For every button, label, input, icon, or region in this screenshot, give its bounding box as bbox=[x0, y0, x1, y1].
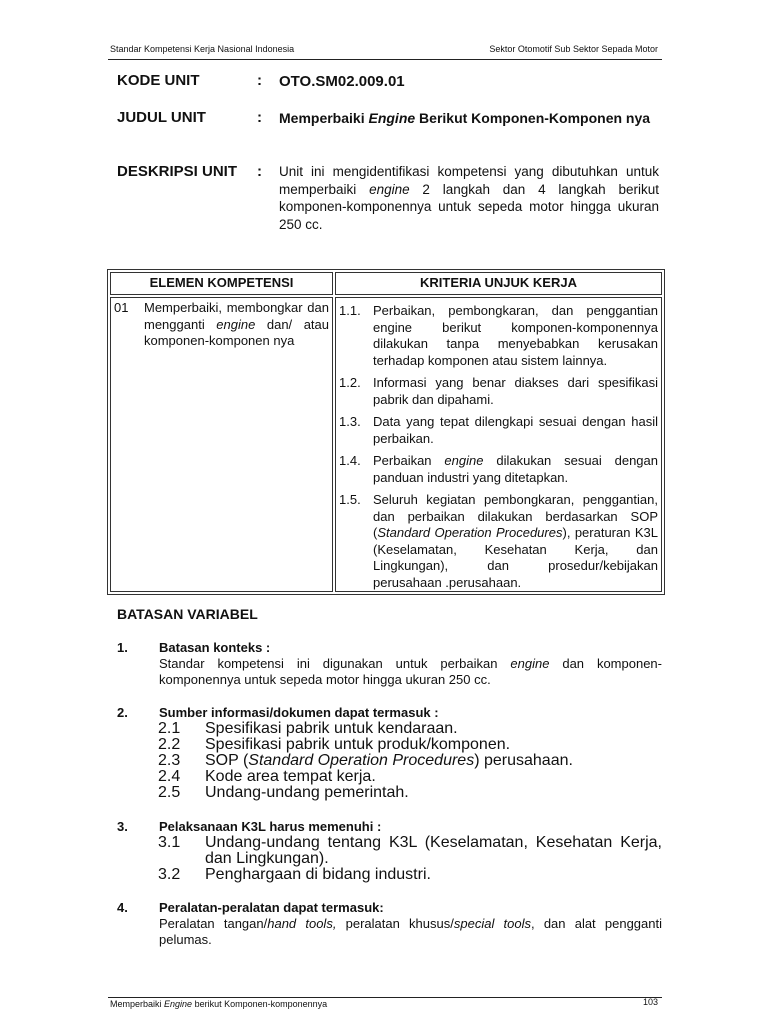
section-text-hand-tools: hand tools, bbox=[267, 916, 337, 931]
list-item-text-a: SOP ( bbox=[205, 752, 249, 769]
judul-unit-text-c: Berikut Komponen-Komponen nya bbox=[415, 110, 651, 126]
list-item-number: 3.1 bbox=[158, 834, 181, 851]
competency-table bbox=[107, 269, 665, 595]
kriteria-item bbox=[339, 375, 658, 408]
list-item bbox=[158, 835, 662, 867]
list-item-text: Spesifikasi pabrik untuk produk/komponen. bbox=[205, 736, 511, 753]
table-header-row bbox=[110, 272, 662, 295]
section-text-a: Peralatan tangan/ bbox=[159, 916, 268, 931]
footer-text-engine: Engine bbox=[164, 999, 193, 1009]
list-item bbox=[158, 867, 662, 883]
kriteria-number: 1.2. bbox=[339, 375, 361, 390]
deskripsi-text-c: 2 langkah dan 4 langkah berikut komponen-komponennya untuk sepeda motor hingga ukuran 250 cc. bbox=[279, 181, 659, 232]
deskripsi-unit-colon: : bbox=[257, 163, 262, 180]
header-kriteria-unjuk-kerja: KRITERIA UNJUK KERJA bbox=[335, 272, 662, 295]
elemen-number: 01 bbox=[114, 300, 129, 315]
list-item-text: Spesifikasi pabrik untuk kendaraan. bbox=[205, 720, 458, 737]
table-row bbox=[110, 297, 662, 592]
header-left-text: Standar Kompetensi Kerja Nasional Indonesia bbox=[110, 44, 295, 54]
list-item-number: 2.1 bbox=[158, 720, 181, 737]
section-number: 1. bbox=[117, 640, 128, 655]
kode-unit-colon: : bbox=[257, 72, 262, 89]
kriteria-text bbox=[373, 492, 658, 591]
header-divider bbox=[108, 59, 662, 60]
page-number: 103 bbox=[642, 997, 658, 1007]
kriteria-text-a: Perbaikan bbox=[373, 453, 445, 468]
list-item-number: 2.3 bbox=[158, 752, 181, 769]
footer-divider bbox=[108, 997, 662, 998]
judul-unit-label: JUDUL UNIT bbox=[117, 109, 206, 126]
deskripsi-unit-label: DESKRIPSI UNIT bbox=[117, 163, 238, 180]
kriteria-text: Perbaikan, pembongkaran, dan penggantian engine berikut komponen-komponennya dilakukan tanpa menyebabkan kerusakan terhadap komponen atau sistem lainnya. bbox=[373, 303, 658, 368]
list-item-number: 2.5 bbox=[158, 784, 181, 801]
kode-unit-value: OTO.SM02.009.01 bbox=[279, 73, 405, 90]
deskripsi-text-a: Unit ini mengidentifikasi kompetensi yang dibutuhkan untuk memperbaiki bbox=[279, 164, 659, 197]
kriteria-text-c: ), peraturan K3L (Keselamatan, Kesehatan Kerja, dan Lingkungan), dan prosedur/kebijakan perusahaan .perusahaan. bbox=[373, 525, 658, 590]
section-body bbox=[159, 656, 662, 688]
list-item-number: 3.2 bbox=[158, 866, 181, 883]
section-text-a: Standar kompetensi ini digunakan untuk perbaikan bbox=[159, 656, 511, 671]
deskripsi-text-engine: engine bbox=[369, 181, 410, 197]
list-item-text: Penghargaan di bidang industri. bbox=[205, 866, 431, 883]
judul-unit-text-a: Memperbaiki bbox=[279, 110, 369, 126]
footer-text-c: berikut Komponen-komponennya bbox=[192, 999, 328, 1009]
kriteria-text-italic: Standard Operation Procedures bbox=[377, 525, 563, 540]
kode-unit-label: KODE UNIT bbox=[117, 72, 200, 89]
kriteria-text: Data yang tepat dilengkapi sesuai dengan hasil perbaikan. bbox=[373, 414, 658, 446]
section-batasan-konteks bbox=[117, 640, 662, 690]
kriteria-item bbox=[339, 453, 658, 486]
section-number: 2. bbox=[117, 705, 128, 720]
section-title: Peralatan-peralatan dapat termasuk: bbox=[159, 900, 384, 915]
kriteria-cell bbox=[335, 297, 662, 592]
section-text-engine: engine bbox=[510, 656, 550, 671]
kriteria-number: 1.4. bbox=[339, 453, 361, 468]
elemen-text bbox=[144, 300, 329, 350]
footer-left-text bbox=[110, 999, 327, 1009]
batasan-variabel-title: BATASAN VARIABEL bbox=[117, 606, 258, 622]
kriteria-text: Informasi yang benar diakses dari spesifikasi pabrik dan dipahami. bbox=[373, 375, 658, 407]
judul-unit-text-engine: Engine bbox=[368, 110, 416, 126]
section-body bbox=[159, 916, 662, 948]
list-item-number: 2.4 bbox=[158, 768, 181, 785]
list-item bbox=[158, 753, 662, 769]
judul-unit-colon: : bbox=[257, 109, 262, 126]
kriteria-number: 1.3. bbox=[339, 414, 361, 429]
kriteria-item bbox=[339, 492, 658, 591]
kriteria-item bbox=[339, 414, 658, 447]
list-item-text-italic: Standard Operation Procedures bbox=[248, 752, 475, 769]
elemen-text-a: Memperbaiki, membongkar dan mengganti bbox=[144, 300, 329, 332]
judul-unit-value bbox=[279, 110, 659, 127]
elemen-cell bbox=[110, 297, 333, 592]
section-title: Batasan konteks : bbox=[159, 640, 271, 655]
kriteria-number: 1.1. bbox=[339, 303, 361, 318]
section-text-special-tools: special tools bbox=[453, 916, 531, 931]
kriteria-item bbox=[339, 303, 658, 369]
list-item-number: 2.2 bbox=[158, 736, 181, 753]
deskripsi-unit-value bbox=[279, 163, 659, 233]
list-item bbox=[158, 785, 662, 801]
section-title: Sumber informasi/dokumen dapat termasuk : bbox=[159, 705, 439, 720]
section-text-e: , dan alat pengganti pelumas. bbox=[159, 916, 662, 947]
list-item bbox=[158, 721, 662, 737]
list-item-text: Kode area tempat kerja. bbox=[205, 768, 376, 785]
list-item bbox=[158, 769, 662, 785]
section-title: Pelaksanaan K3L harus memenuhi : bbox=[159, 819, 382, 834]
section-text-c: dan komponen-komponennya untuk sepeda motor hingga ukuran 250 cc. bbox=[159, 656, 662, 687]
header-right-text: Sektor Otomotif Sub Sektor Sepada Motor bbox=[489, 44, 658, 54]
kriteria-text bbox=[373, 453, 658, 486]
section-text-c: peralatan khusus/ bbox=[336, 916, 454, 931]
list-item-text-c: ) perusahaan. bbox=[474, 752, 573, 769]
footer-text-a: Memperbaiki bbox=[110, 999, 165, 1009]
elemen-text-engine: engine bbox=[216, 316, 256, 332]
list-item-text: Undang-undang pemerintah. bbox=[205, 784, 409, 801]
section-number: 3. bbox=[117, 819, 128, 834]
section-peralatan bbox=[117, 900, 662, 952]
list-item-text bbox=[205, 753, 662, 769]
elemen-text-c: dan/ atau komponen-komponen nya bbox=[144, 316, 330, 348]
kriteria-text-c: dilakukan sesuai dengan panduan industri yang ditetapkan. bbox=[373, 453, 658, 485]
kriteria-number: 1.5. bbox=[339, 492, 361, 507]
kriteria-text-engine: engine bbox=[444, 453, 484, 468]
list-item bbox=[158, 737, 662, 753]
section-number: 4. bbox=[117, 900, 128, 915]
list-item-text: Undang-undang tentang K3L (Keselamatan, Kesehatan Kerja, dan Lingkungan). bbox=[205, 834, 662, 867]
header-elemen-kompetensi: ELEMEN KOMPETENSI bbox=[110, 272, 333, 295]
kriteria-text-a: Seluruh kegiatan pembongkaran, penggantian, dan perbaikan dilakukan berdasarkan SOP ( bbox=[373, 492, 658, 540]
